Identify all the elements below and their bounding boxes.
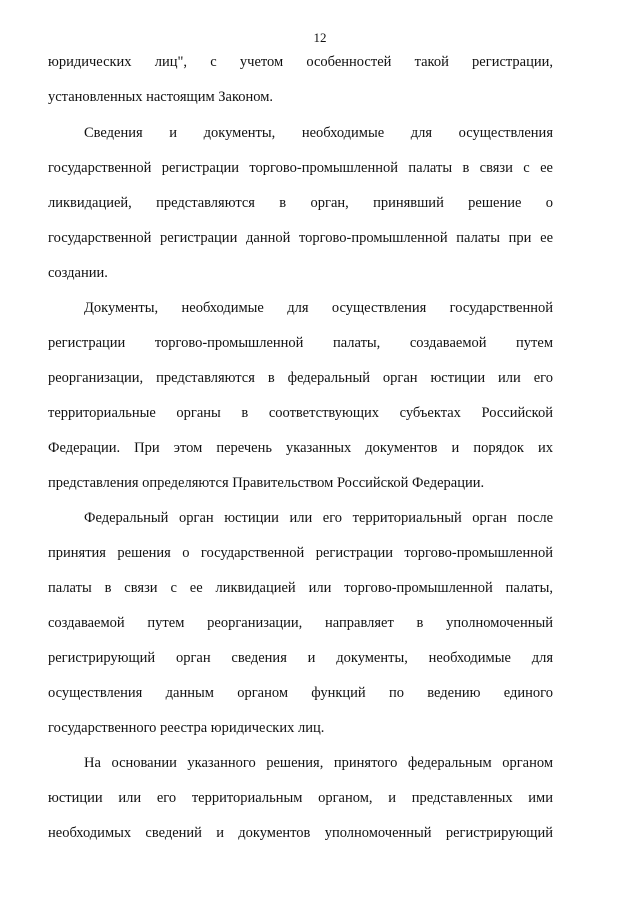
page-number: 12: [313, 30, 327, 45]
text-line: регистрации торгово-промышленной палаты, создаваемой путем: [48, 335, 553, 351]
text-line: регистрирующий орган сведения и документы, необходимые для: [48, 650, 553, 666]
text-line: создаваемой путем реорганизации, направляет в уполномоченный: [48, 615, 553, 631]
text-line: необходимых сведений и документов уполномоченный регистрирующий: [48, 825, 553, 841]
paragraph-first-line: На основании указанного решения, принятого федеральным органом: [84, 755, 553, 771]
text-line: Федерации. При этом перечень указанных документов и порядок их: [48, 440, 553, 456]
paragraph-first-line: Сведения и документы, необходимые для осуществления: [84, 125, 553, 141]
text-line: представления определяются Правительством Российской Федерации.: [48, 475, 485, 491]
text-line: юстиции или его территориальным органом, и представленных ими: [48, 790, 553, 806]
text-line: государственной регистрации торгово-промышленной палаты в связи с ее: [48, 160, 553, 176]
paragraph-first-line: Федеральный орган юстиции или его территориальный орган после: [84, 510, 553, 526]
text-line: ликвидацией, представляются в орган, принявший решение о: [48, 195, 553, 211]
text-line: установленных настоящим Законом.: [48, 89, 274, 105]
text-line: принятия решения о государственной регистрации торгово-промышленной: [48, 545, 553, 561]
text-line: создании.: [48, 265, 108, 281]
text-line: осуществления данным органом функций по ведению единого: [48, 685, 553, 701]
paragraph-first-line: Документы, необходимые для осуществления государственной: [84, 300, 553, 316]
text-line: территориальные органы в соответствующих субъектах Российской: [48, 405, 553, 421]
text-line: юридических лиц", с учетом особенностей такой регистрации,: [48, 54, 553, 70]
text-line: государственной регистрации данной торгово-промышленной палаты при ее: [48, 230, 553, 246]
text-line: реорганизации, представляются в федеральный орган юстиции или его: [48, 370, 553, 386]
text-line: государственного реестра юридических лиц.: [48, 720, 325, 736]
text-line: палаты в связи с ее ликвидацией или торгово-промышленной палаты,: [48, 580, 553, 596]
